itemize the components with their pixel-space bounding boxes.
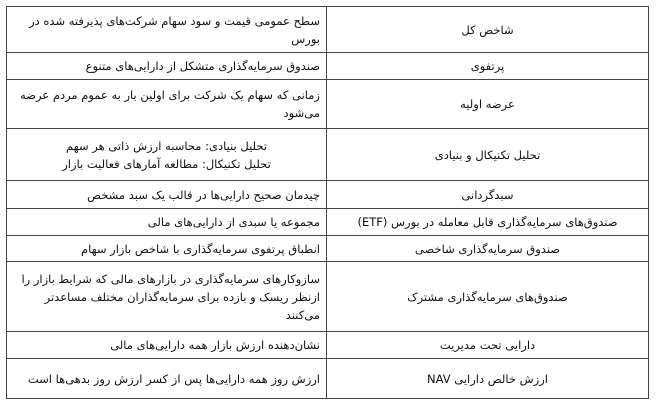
- glossary-document: [6, 6, 648, 399]
- term-cell: صندوق‌های سرمایه‌گذاری مشترک: [327, 262, 649, 332]
- table-row: [7, 262, 649, 332]
- term-cell: عرضه اولیه: [327, 80, 649, 129]
- glossary-table: [6, 6, 649, 399]
- table-row: [7, 332, 649, 359]
- table-row: [7, 359, 649, 399]
- term-cell: شاخص کل: [327, 7, 649, 53]
- term-cell: دارایی تحت مدیریت: [327, 332, 649, 359]
- term-cell: پرتفوی: [327, 53, 649, 80]
- definition-cell: نشان‌دهنده ارزش بازار همه دارایی‌های مالی: [7, 332, 327, 359]
- definition-cell: سازوکارهای سرمایه‌گذاری در بازارهای مالی که شرایط بازار را ازنظر ریسک و بازده برای سرمایه‌گذاران مختلف مساعدتر می‌کنند: [7, 262, 327, 332]
- term-cell: ارزش خالص دارایی NAV: [327, 359, 649, 399]
- table-row: [7, 181, 649, 209]
- term-cell: تحلیل تکنیکال و بنیادی: [327, 129, 649, 181]
- table-row: [7, 236, 649, 262]
- definition-cell: سطح عمومی قیمت و سود سهام شرکت‌های پذیرفته شده در بورس: [7, 7, 327, 53]
- definition-line: تحلیل بنیادی: محاسبه ارزش ذاتی هر سهم: [66, 138, 267, 153]
- table-row: [7, 80, 649, 129]
- term-cell: صندوق‌های سرمایه‌گذاری قابل معامله در بورس (ETF): [327, 209, 649, 236]
- definition-cell: انطباق پرتفوی سرمایه‌گذاری با شاخص بازار سهام: [7, 236, 327, 262]
- definition-cell: چیدمان صحیح دارایی‌ها در قالب یک سبد مشخص: [7, 181, 327, 209]
- definition-cell: صندوق سرمایه‌گذاری متشکل از دارایی‌های متنوع: [7, 53, 327, 80]
- term-cell: صندوق سرمایه‌گذاری شاخصی: [327, 236, 649, 262]
- table-row: [7, 209, 649, 236]
- table-row: [7, 7, 649, 53]
- definition-cell: [7, 129, 327, 181]
- definition-cell: مجموعه یا سبدی از دارایی‌های مالی: [7, 209, 327, 236]
- table-row: [7, 129, 649, 181]
- definition-cell: ارزش روز همه دارایی‌ها پس از کسر ارزش روز بدهی‌ها است: [7, 359, 327, 399]
- term-cell: سبدگردانی: [327, 181, 649, 209]
- table-row: [7, 53, 649, 80]
- definition-cell: زمانی که سهام یک شرکت برای اولین بار به عموم مردم عرضه می‌شود: [7, 80, 327, 129]
- definition-line: تحلیل تکنیکال: مطالعه آمارهای فعالیت بازار: [62, 156, 271, 171]
